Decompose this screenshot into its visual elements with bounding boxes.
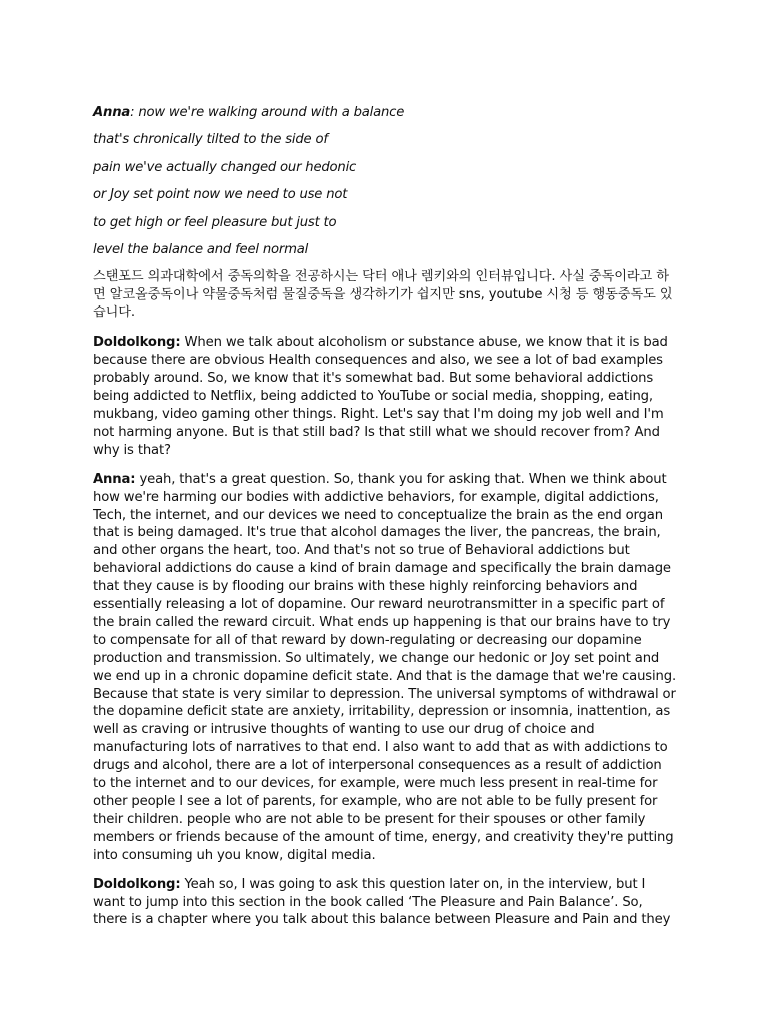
speaker-name: Doldolkong: [93, 335, 181, 351]
interview-paragraph [93, 471, 678, 865]
intro-line: or Joy set point now we need to use not [93, 187, 348, 203]
paragraph-text: Yeah so, I was going to ask this question later on, in the interview, but I want to jump into this section in the book called ‘The Pleasure and Pain Balance’. So, there is a chapter where you talk about this balance between Pleasure and Pain and they [93, 876, 671, 928]
intro-line [93, 103, 678, 130]
korean-summary: 스탠포드 의과대학에서 중독의학을 전공하시는 닥터 애나 렘키와의 인터뷰입니다. 사실 중독이라고 하면 알코올중독이나 약물중독처럼 물질중독을 생각하기가 쉽지만 sns, youtube 시청 등 행동중독도 있습니다. [93, 269, 673, 321]
intro-line: to get high or feel pleasure but just to [93, 214, 337, 230]
document-body [93, 103, 678, 940]
intro-line: level the balance and feel normal [93, 241, 309, 257]
intro-line: that's chronically tilted to the side of [93, 132, 328, 148]
paragraph-text: yeah, that's a great question. So, thank you for asking that. When we think about how we're harming our bodies with addictive behaviors, for example, digital addictions, Tech, the internet, and our devices we need to conceptualize the brain as the end organ that is being damaged. It's true that alcohol damages the liver, the pancreas, the brain, and other organs the heart, too. And that's not so true of Behavioral addictions but behavioral addictions do cause a kind of brain damage and specifically the brain damage that they cause is by flooding our brains with these highly reinforcing behaviors and essentially releasing a lot of dopamine. Our reward neurotransmitter in a specific part of the brain called the reward circuit. What ends up happening is that our brains have to try to compensate for all of that reward by down-regulating or decreasing our dopamine production and transmission. So ultimately, we change our hedonic or Joy set point and we end up in a chronic dopamine deficit state. And that is the damage that we're causing. Because that state is very similar to depression. The universal symptoms of withdrawal or the dopamine deficit state are anxiety, irritability, depression or insomnia, inattention, as well as craving or intrusive thoughts of wanting to use our drug of choice and manufacturing lots of narratives to that end. I also want to add that as with addictions to drugs and alcohol, there are a lot of interpersonal consequences as a result of addiction to the internet and to our devices, for example, were much less present in real-time for other people I see a lot of parents, for example, who are not able to be fully present for their children. people who are not able to be present for their spouses or other family members or friends because of the amount of time, energy, and creativity they're putting into consuming uh you know, digital media. [93, 471, 676, 863]
speaker-name: Doldolkong: [93, 876, 181, 892]
intro-line-text: : now we're walking around with a balance [130, 105, 405, 120]
paragraph-text: When we talk about alcoholism or substance abuse, we know that it is bad because there are obvious Health consequences and also, we see a lot of bad examples probably around. So, we know that it's somewhat bad. But some behavioral addictions being addicted to Netflix, being addicted to YouTube or social media, shopping, eating, mukbang, video gaming other things. Right. Let's say that I'm doing my job well and I'm not harming anyone. But is that still bad? Is that still what we should recover from? And why is that? [93, 335, 668, 458]
intro-line: pain we've actually changed our hedonic [93, 159, 357, 175]
interview-paragraph [93, 876, 678, 930]
speaker-name: Anna: [93, 471, 136, 487]
speaker-name: Anna [93, 105, 131, 120]
interview-paragraph [93, 334, 678, 459]
